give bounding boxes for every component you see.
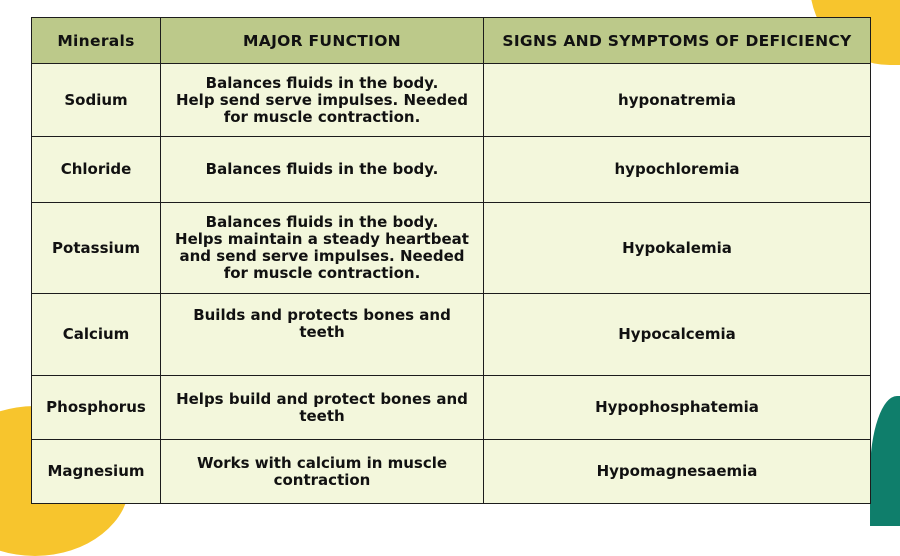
header-deficiency: SIGNS AND SYMPTOMS OF DEFICIENCY	[484, 18, 871, 64]
mineral-cell: Potassium	[32, 203, 161, 294]
function-line: for muscle contraction.	[223, 107, 421, 126]
function-line: Balances fluids in the body.	[205, 213, 439, 231]
header-minerals: Minerals	[32, 18, 161, 64]
deficiency-cell: Hypomagnesaemia	[484, 440, 871, 504]
mineral-cell: Magnesium	[32, 440, 161, 504]
mineral-cell: Sodium	[32, 64, 161, 137]
deficiency-cell: hyponatremia	[484, 64, 871, 137]
mineral-cell: Chloride	[32, 137, 161, 203]
function-line: Helps maintain a steady heartbeat	[175, 230, 469, 248]
table-header-row	[32, 18, 871, 64]
table-row	[32, 137, 871, 203]
function-line: for muscle contraction.	[223, 264, 421, 282]
table-row	[32, 440, 871, 504]
table-row	[32, 203, 871, 294]
function-line: Helps build and protect bones and	[176, 389, 468, 408]
function-line: and send serve impulses. Needed	[179, 247, 465, 265]
table-row	[32, 64, 871, 137]
deficiency-cell: hypochloremia	[484, 137, 871, 203]
function-cell	[161, 294, 484, 376]
function-line: Builds and protects bones and teeth	[193, 306, 451, 341]
table-row	[32, 376, 871, 440]
function-line: Balances fluids in the body.	[205, 73, 439, 92]
function-line: teeth	[299, 406, 345, 425]
function-cell	[161, 64, 484, 137]
minerals-table	[31, 17, 871, 504]
function-line: contraction	[273, 470, 371, 489]
function-line: Help send serve impulses. Needed	[175, 90, 469, 109]
function-cell	[161, 203, 484, 294]
deficiency-cell: Hypocalcemia	[484, 294, 871, 376]
function-cell	[161, 137, 484, 203]
function-line: Works with calcium in muscle	[196, 453, 448, 472]
function-cell	[161, 376, 484, 440]
header-major-function: MAJOR FUNCTION	[161, 18, 484, 64]
deficiency-cell: Hypokalemia	[484, 203, 871, 294]
deficiency-cell: Hypophosphatemia	[484, 376, 871, 440]
mineral-cell: Calcium	[32, 294, 161, 376]
mineral-cell: Phosphorus	[32, 376, 161, 440]
function-line: Balances fluids in the body.	[205, 160, 439, 178]
function-cell	[161, 440, 484, 504]
table-row	[32, 294, 871, 376]
decorative-teal-shape-bottom-right	[870, 396, 900, 526]
